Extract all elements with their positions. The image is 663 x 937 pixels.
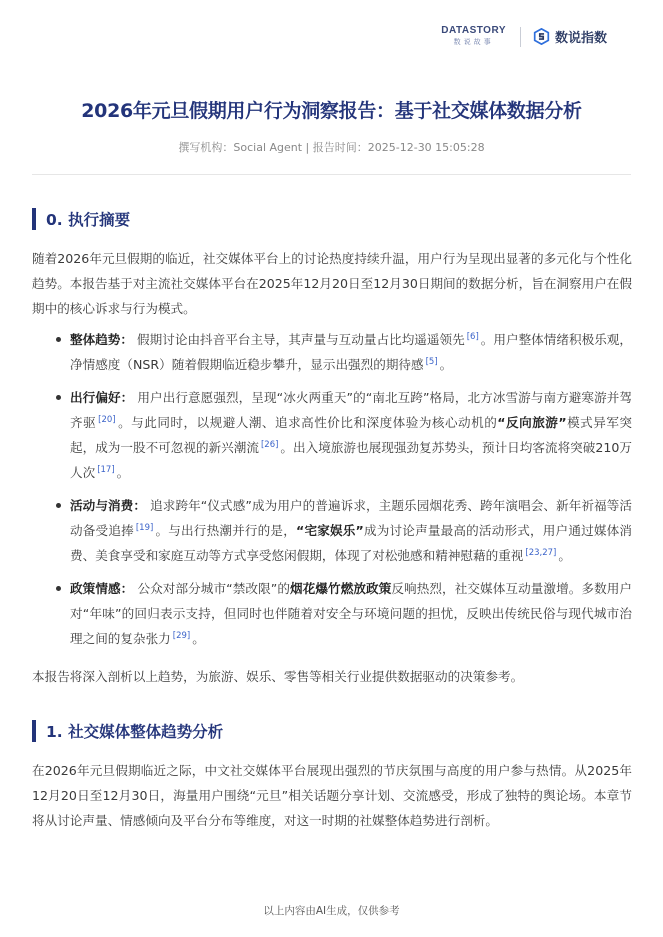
bullet-activities-consumption bbox=[32, 493, 632, 568]
logo-subtitle: 数说故事 bbox=[453, 38, 494, 46]
section-heading-executive-summary bbox=[32, 208, 632, 230]
page-header bbox=[441, 26, 607, 47]
summary-paragraph: 本报告将深入剖析以上趋势，为旅游、娱乐、零售等相关行业提供数据驱动的决策参考。 bbox=[32, 669, 524, 684]
bullet-policy-sentiment bbox=[32, 576, 632, 651]
bullet-text: 模式异军突起，成为一股不可忽视的新兴潮流 bbox=[70, 415, 633, 455]
bullet-text: 。出入境旅游也展现强劲复苏势头，预计日均客流将突破210万人次 bbox=[70, 440, 632, 480]
bullet-label: 出行偏好： bbox=[70, 390, 134, 405]
citation-link[interactable]: [29] bbox=[172, 630, 191, 641]
bullet-emphasis: 烟花爆竹燃放政策 bbox=[290, 581, 392, 596]
bullet-text: 成为讨论声量最高的活动形式，用户通过媒体消费、美食享受和家庭互动等方式享受悠闲假期，体现了对松弛感和精神慰藉的重视 bbox=[70, 523, 633, 563]
citation-link[interactable]: [20] bbox=[98, 414, 116, 425]
bullet-text: 。与此同时，以规避人潮、追求高性价比和深度体验为核心动机的 bbox=[117, 415, 498, 430]
section-heading-social-media-trends bbox=[32, 720, 632, 742]
bullet-travel-preference bbox=[32, 385, 632, 485]
brand-name: 数说指数 bbox=[554, 31, 607, 46]
section-heading-text: 0. 执行摘要 bbox=[46, 211, 131, 229]
brand-s-icon bbox=[533, 28, 550, 45]
bullet-text: 用户出行意愿强烈，呈现“冰火两重天”的“南北互跨”格局，北方冰雪游与南方避寒游并驾齐驱 bbox=[70, 390, 632, 430]
bullet-text: 追求跨年“仪式感”成为用户的普遍诉求，主题乐园烟花秀、跨年演唱会、新年祈福等活动备受追捧 bbox=[70, 498, 632, 538]
bullet-text: 假期讨论由抖音平台主导，其声量与互动量占比均遥遥领先 bbox=[137, 332, 465, 347]
citation-link[interactable]: [23,27] bbox=[525, 547, 557, 558]
intro-paragraph: 随着2026年元旦假期的临近，社交媒体平台上的讨论热度持续升温，用户行为呈现出显著的多元化与个性化趋势。本报告基于对主流社交媒体平台在2025年12月20日至12月30日期间的数据分析，旨在洞察用户在假期中的核心诉求与行为模式。 bbox=[32, 251, 632, 316]
bullet-label: 整体趋势： bbox=[70, 332, 134, 347]
bullet-label: 活动与消费： bbox=[70, 498, 147, 513]
ai-disclaimer-footer: 以上内容由AI生成，仅供参考 bbox=[263, 905, 400, 917]
citation-link[interactable]: [19] bbox=[135, 522, 154, 533]
bullet-dot bbox=[56, 503, 61, 508]
summary-bullet-list bbox=[32, 327, 632, 659]
bullet-emphasis: “宅家娱乐” bbox=[295, 523, 364, 538]
bullet-overall-trend bbox=[32, 327, 632, 377]
bullet-dot bbox=[56, 337, 61, 342]
bullet-text: 。用户整体情绪积极乐观，净情感度（NSR）随着假期临近稳步攀升，显示出强烈的期待感 bbox=[70, 332, 633, 372]
bullet-text: 。与出行热潮并行的是， bbox=[155, 523, 296, 538]
bullet-text: 公众对部分城市“禁改限”的 bbox=[137, 581, 291, 596]
report-meta: 撰写机构：Social Agent | 报告时间：2025-12-30 15:05:28 bbox=[178, 141, 485, 154]
heading-accent-bar bbox=[32, 208, 36, 230]
citation-link[interactable]: [17] bbox=[97, 464, 115, 475]
bullet-text: 。 bbox=[558, 548, 571, 563]
bullet-dot bbox=[56, 586, 61, 591]
bullet-text: 。 bbox=[192, 631, 205, 646]
brand-logo bbox=[533, 27, 607, 46]
logo-wordmark: DATASTORY bbox=[441, 25, 506, 36]
bullet-text: 反响热烈，社交媒体互动量激增。多数用户对“年味”的回归表示支持，但同时也伴随着对安全与环境问题的担忧，反映出传统民俗与现代城市治理之间的复杂张力 bbox=[70, 581, 633, 646]
section1-paragraph: 在2026年元旦假期临近之际，中文社交媒体平台展现出强烈的节庆氛围与高度的用户参与热情。从2025年12月20日至12月30日，海量用户围绕“元旦”相关话题分享计划、交流感受，形成了独特的舆论场。本章节将从讨论声量、情感倾向及平台分布等维度，对这一时期的社媒整体趋势进行剖析。 bbox=[32, 763, 632, 828]
citation-link[interactable]: [5] bbox=[425, 356, 438, 367]
bullet-label: 政策情感： bbox=[70, 581, 134, 596]
bullet-dot bbox=[56, 395, 61, 400]
report-title: 2026年元旦假期用户行为洞察报告：基于社交媒体数据分析 bbox=[81, 100, 582, 122]
datastory-logo bbox=[441, 26, 506, 47]
bullet-text: 。 bbox=[116, 465, 130, 480]
title-divider bbox=[32, 174, 631, 175]
citation-link[interactable]: [26] bbox=[260, 439, 279, 450]
citation-link[interactable]: [6] bbox=[466, 331, 479, 342]
heading-accent-bar bbox=[32, 720, 36, 742]
section-heading-text: 1. 社交媒体整体趋势分析 bbox=[46, 723, 224, 741]
header-divider bbox=[520, 27, 521, 47]
bullet-emphasis: “反向旅游” bbox=[497, 415, 567, 430]
bullet-text: 。 bbox=[439, 357, 453, 372]
